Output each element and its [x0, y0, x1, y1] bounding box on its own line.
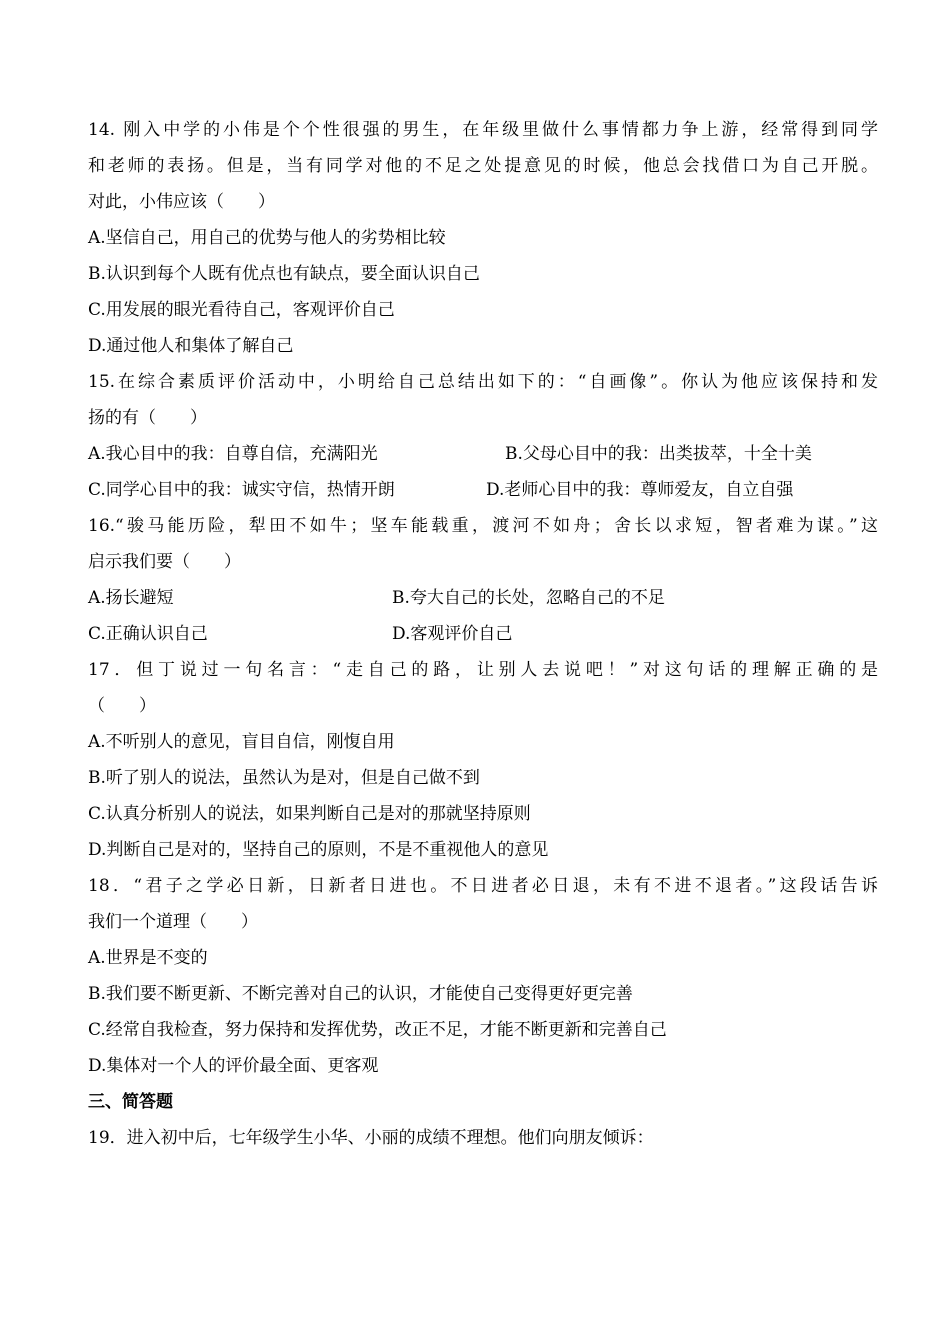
q15-option-c: C.同学心目中的我：诚实守信，热情开朗 — [88, 480, 395, 500]
q17-option-a: A.不听别人的意见，盲目自信，刚愎自用 — [88, 732, 395, 752]
q18-option-b: B.我们要不断更新、不断完善对自己的认识，才能使自己变得更好更完善 — [88, 984, 633, 1004]
q17-stem-line-1: 17．但丁说过一句名言：“走自己的路，让别人去说吧！”对这句话的理解正确的是 — [88, 660, 878, 680]
q15-stem-line-1: 15.在综合素质评价活动中，小明给自己总结出如下的：“自画像”。你认为他应该保持和发 — [88, 372, 878, 392]
q15-options-row-2 — [88, 478, 878, 502]
q17-stem-line-2: （ ） — [88, 696, 156, 716]
q16-stem-line-1: 16.“骏马能历险，犁田不如牛；坚车能载重，渡河不如舟；舍长以求短，智者难为谋。”这 — [88, 516, 878, 536]
q16-option-b: B.夸大自己的长处，忽略自己的不足 — [392, 588, 665, 608]
q14-option-c: C.用发展的眼光看待自己，客观评价自己 — [88, 300, 395, 320]
q15-stem-line-2: 扬的有（ ） — [88, 408, 207, 428]
q16-stem-line-2: 启示我们要（ ） — [88, 552, 241, 572]
q19-stem-line-1: 19．进入初中后，七年级学生小华、小丽的成绩不理想。他们向朋友倾诉： — [88, 1128, 654, 1148]
q15-option-b: B.父母心目中的我：出类拔萃，十全十美 — [505, 444, 812, 464]
q18-option-c: C.经常自我检查，努力保持和发挥优势，改正不足，才能不断更新和完善自己 — [88, 1020, 667, 1040]
q15-option-a: A.我心目中的我：自尊自信，充满阳光 — [88, 444, 378, 464]
q18-option-a: A.世界是不变的 — [88, 948, 208, 968]
q14-option-d: D.通过他人和集体了解自己 — [88, 336, 294, 356]
q14-option-a: A.坚信自己，用自己的优势与他人的劣势相比较 — [88, 228, 446, 248]
q14-option-b: B.认识到每个人既有优点也有缺点，要全面认识自己 — [88, 264, 480, 284]
q17-option-c: C.认真分析别人的说法，如果判断自己是对的那就坚持原则 — [88, 804, 531, 824]
q18-option-d: D.集体对一个人的评价最全面、更客观 — [88, 1056, 379, 1076]
q16-option-d: D.客观评价自己 — [392, 624, 513, 644]
q17-option-d: D.判断自己是对的，坚持自己的原则，不是不重视他人的意见 — [88, 840, 549, 860]
q16-option-c: C.正确认识自己 — [88, 624, 208, 644]
q14-stem-line-3: 对此，小伟应该（ ） — [88, 192, 275, 212]
section-heading-short-answer: 三、简答题 — [88, 1092, 173, 1112]
q17-option-b: B.听了别人的说法，虽然认为是对，但是自己做不到 — [88, 768, 480, 788]
q14-stem-line-2: 和老师的表扬。但是，当有同学对他的不足之处提意见的时候，他总会找借口为自己开脱。 — [88, 156, 878, 176]
q18-stem-line-1: 18．“君子之学必日新，日新者日进也。不日进者必日退，未有不进不退者。”这段话告诉 — [88, 876, 878, 896]
q18-stem-line-2: 我们一个道理（ ） — [88, 912, 258, 932]
q15-options-row-1 — [88, 442, 878, 466]
q16-options-row-1 — [88, 586, 878, 610]
q16-option-a: A.扬长避短 — [88, 588, 174, 608]
q14-stem-line-1: 14. 刚入中学的小伟是个个性很强的男生，在年级里做什么事情都力争上游，经常得到同学 — [88, 120, 878, 140]
q15-option-d: D.老师心目中的我：尊师爱友，自立自强 — [486, 480, 794, 500]
q16-options-row-2 — [88, 622, 878, 646]
